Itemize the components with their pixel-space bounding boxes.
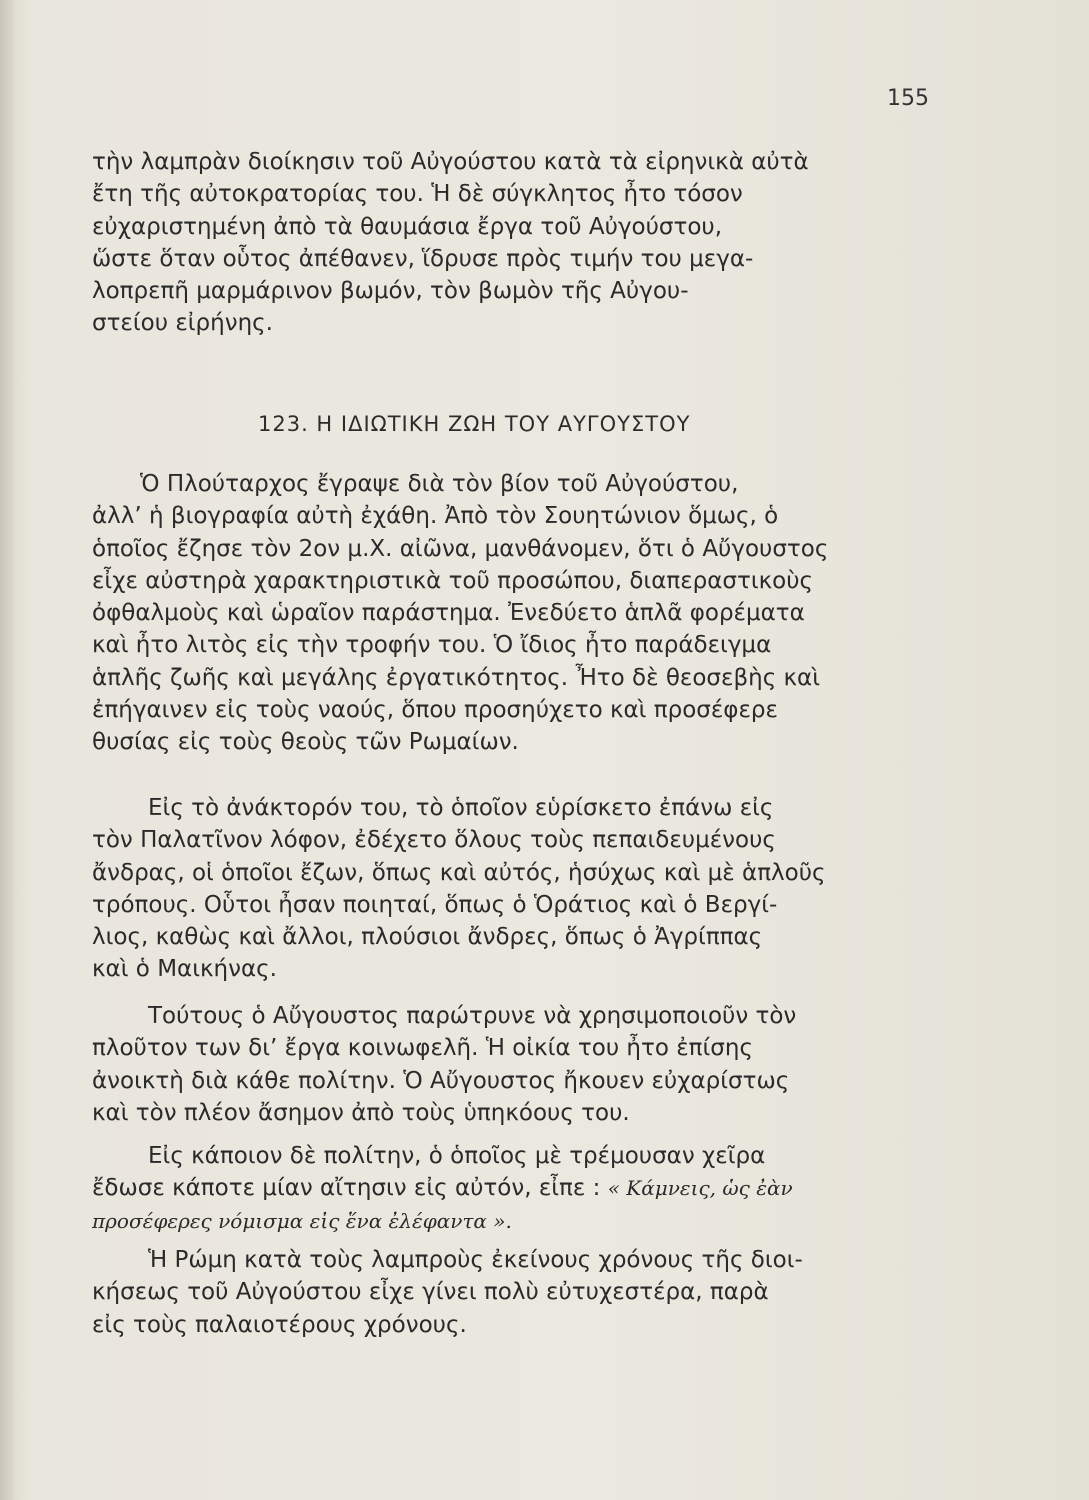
text-line: ὁποῖος ἔζησε τὸν 2ον μ.Χ. αἰῶνα, μανθάνομεν, ὅτι ὁ Αὔγουστος [92,535,829,562]
text-line [92,1172,937,1204]
text-line: καὶ τὸν πλέον ἄσημον ἀπὸ τοὺς ὑπηκόους του. [92,1099,630,1126]
text-line: Ὁ Πλούταρχος ἔγραψε διὰ τὸν βίον τοῦ Αὐγούστου, [140,471,739,497]
text-line: εἰς τοὺς παλαιοτέρους χρόνους. [92,1311,467,1338]
text-line: ἀνοικτὴ διὰ κάθε πολίτην. Ὁ Αὔγουστος ἤκουεν εὐχαρίστως [92,1067,790,1094]
text-line: λιος, καθὼς καὶ ἄλλοι, πλούσιοι ἄνδρες, ὅπως ὁ Ἀγρίππας [92,924,763,951]
intro-paragraph [92,146,937,340]
text-line: Τούτους ὁ Αὔγουστος παρώτρυνε νὰ χρησιμοποιοῦν τὸν [148,1003,797,1029]
text-line: Εἰς κάποιον δὲ πολίτην, ὁ ὁποῖος μὲ τρέμουσαν χεῖρα [148,1143,766,1169]
text-line: τὸν Παλατῖνον λόφον, ἐδέχετο ὅλους τοὺς πεπαιδευμένους [92,827,776,854]
text-line: καὶ ἦτο λιτὸς εἰς τὴν τροφήν του. Ὁ ἴδιος ἦτο παράδειγμα [92,632,772,659]
text-line: στείου εἰρήνης. [92,310,273,337]
text-line: καὶ ὁ Μαικήνας. [92,956,277,983]
text-line: Εἰς τὸ ἀνάκτορόν του, τὸ ὁποῖον εὑρίσκετο ἐπάνω εἰς [148,795,774,821]
text-line: τρόπους. Οὗτοι ἦσαν ποιηταί, ὅπως ὁ Ὁράτιος καὶ ὁ Βεργί- [92,891,778,918]
section-heading: 123. Η ΙΔΙΩΤΙΚΗ ΖΩΗ ΤΟΥ ΑΥΓΟΥΣΤΟΥ [258,412,691,436]
text-line: πλοῦτον των δι’ ἔργα κοινωφελῆ. Ἡ οἰκία του ἦτο ἐπίσης [92,1035,753,1062]
italic-quote: « Κάμνεις, ὡς ἐὰν [607,1176,793,1201]
text-line: κήσεως τοῦ Αὐγούστου εἶχε γίνει πολὺ εὐτυχεστέρα, παρὰ [92,1279,769,1306]
text-line: Ἡ Ρώμη κατὰ τοὺς λαμπροὺς ἐκείνους χρόνους τῆς διοι- [148,1247,803,1273]
text-line: εἶχε αὐστηρὰ χαρακτηριστικὰ τοῦ προσώπου, διαπεραστικοὺς [92,567,814,594]
text-line: θυσίας εἰς τοὺς θεοὺς τῶν Ρωμαίων. [92,729,519,756]
text-line: ὥστε ὅταν οὗτος ἀπέθανεν, ἵδρυσε πρὸς τιμήν του μεγα- [92,245,754,272]
text-line: τὴν λαμπρὰν διοίκησιν τοῦ Αὐγούστου κατὰ τὰ εἰρηνικὰ αὐτὰ [92,149,809,175]
paragraph-2 [92,792,937,986]
text-line: ἁπλῆς ζωῆς καὶ μεγάλης ἐργατικότητος. Ἦτο δὲ θεοσεβὴς καὶ [92,664,821,691]
text-line: ἐπήγαινεν εἰς τοὺς ναούς, ὅπου προσηύχετο καὶ προσέφερε [92,697,778,724]
text-line: ἀλλ’ ἡ βιογραφία αὐτὴ ἐχάθη. Ἀπὸ τὸν Σουητώνιον ὅμως, ὁ [92,503,779,530]
paragraph-5 [92,1244,937,1341]
paragraph-4 [92,1140,937,1237]
text-line: ἄνδρας, οἱ ὁποῖοι ἔζων, ὅπως καὶ αὐτός, ἡσύχως καὶ μὲ ἁπλοῦς [92,859,826,886]
paragraph-1 [92,468,937,759]
text-line: λοπρεπῆ μαρμάρινον βωμόν, τὸν βωμὸν τῆς Αὐγου- [92,278,689,305]
text-line: ἔτη τῆς αὐτοκρατορίας του. Ἡ δὲ σύγκλητος ἦτο τόσον [92,181,743,208]
text-line: εὐχαριστημένη ἀπὸ τὰ θαυμάσια ἔργα τοῦ Αὐγούστου, [92,213,723,240]
paragraph-3 [92,1000,937,1129]
text-line: ὀφθαλμοὺς καὶ ὡραῖον παράστημα. Ἐνεδύετο ἁπλᾶ φορέματα [92,600,805,627]
page-binding-edge [0,0,14,1500]
page-number: 155 [887,86,929,111]
italic-quote-line: προσέφερες νόμισμα εἰς ἕνα ἐλέφαντα ». [92,1208,512,1233]
text-fragment: ἔδωσε κάποτε μίαν αἴτησιν εἰς αὐτόν, εἶπε : [92,1175,601,1202]
